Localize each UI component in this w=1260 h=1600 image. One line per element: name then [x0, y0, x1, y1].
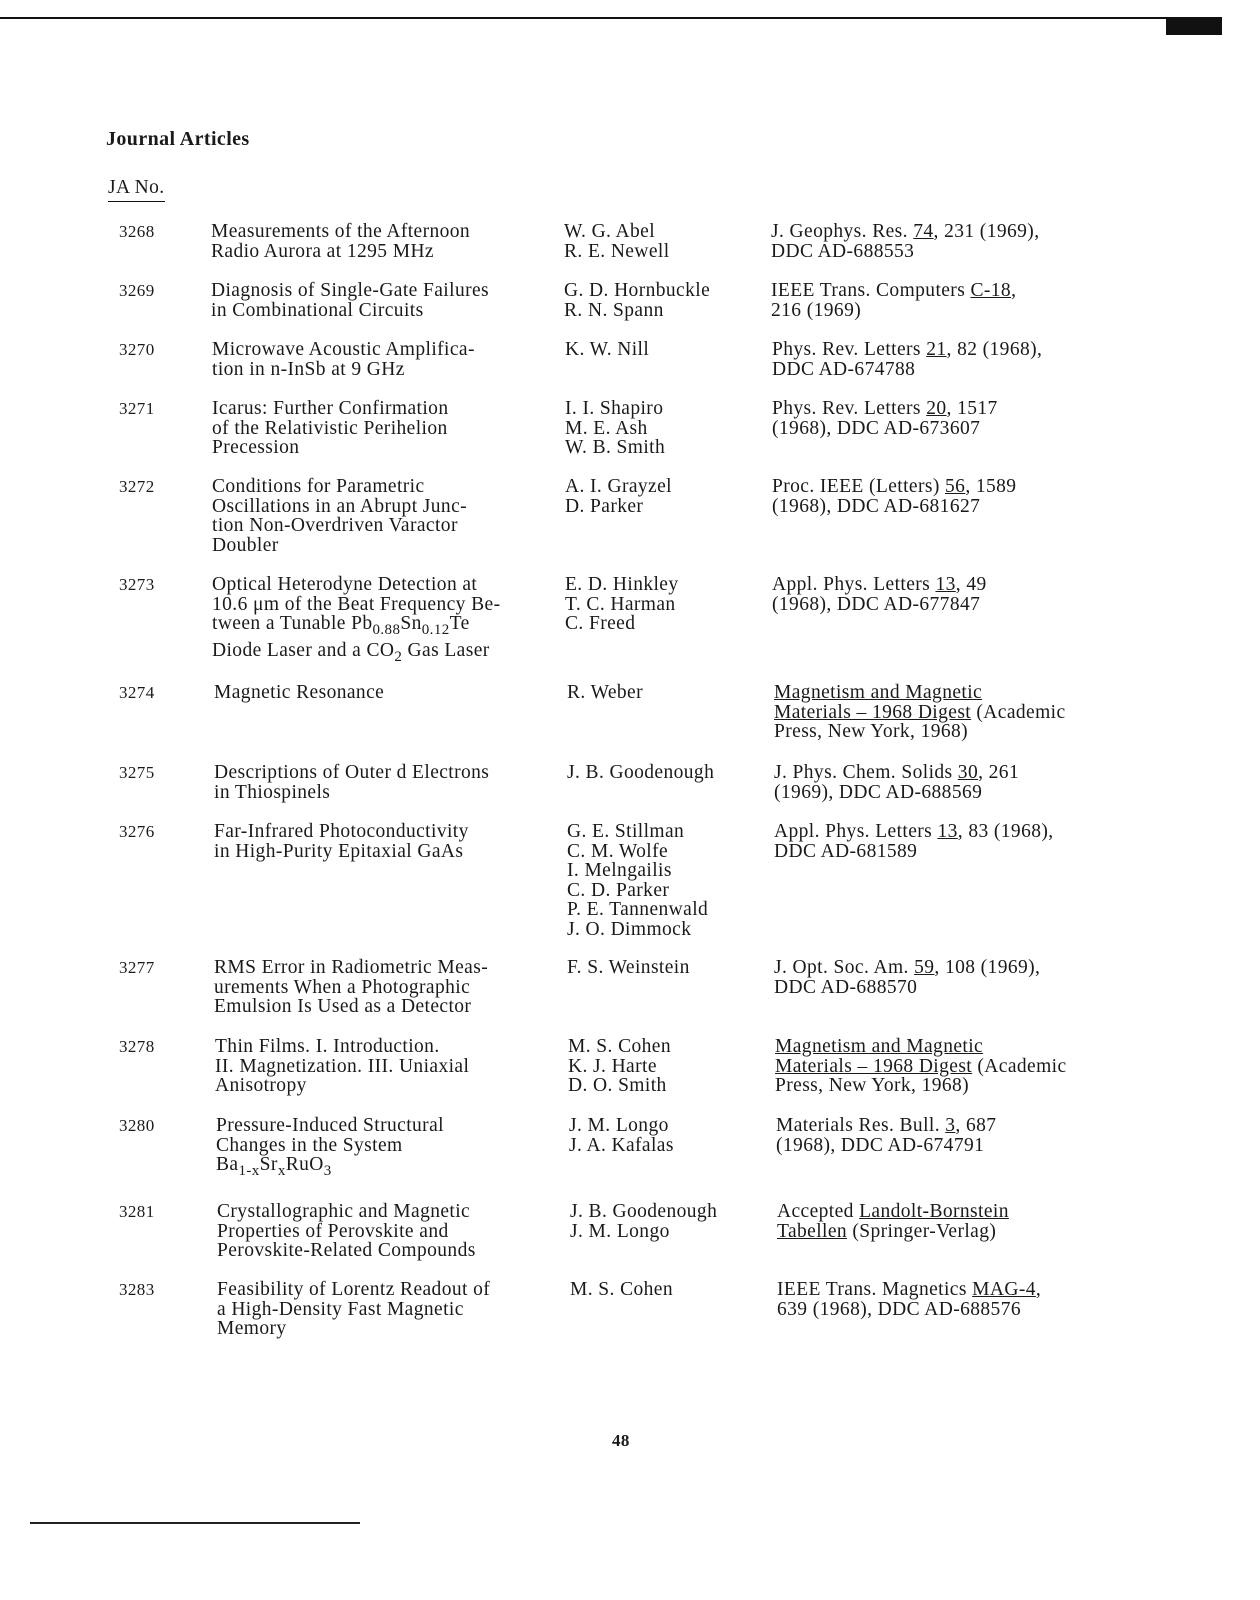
text-segment: in High-Purity Epitaxial GaAs [214, 840, 464, 862]
underlined-volume: 3 [945, 1115, 956, 1136]
text-segment: (Springer-Verlag) [847, 1220, 997, 1242]
citation-line [772, 399, 1152, 419]
text-segment: , [1035, 1279, 1042, 1300]
text-segment: Perovskite-Related Compounds [217, 1240, 476, 1262]
author-name: G. E. Stillman [567, 821, 685, 842]
text-segment: of the Relativistic Perihelion [212, 417, 448, 439]
citation-line [772, 340, 1152, 360]
citation-line [774, 842, 1154, 862]
text-segment: Emulsion Is Used as a Detector [214, 996, 472, 1018]
article-citation [775, 1037, 1155, 1096]
citation-line [772, 497, 1152, 517]
article-title [212, 340, 557, 379]
subscript: 0.12 [421, 622, 450, 639]
article-number: 3274 [119, 683, 155, 702]
text-segment: Pressure-Induced Structural [216, 1115, 444, 1136]
article-authors [565, 575, 765, 634]
text-segment: Crystallographic and Magnetic [217, 1201, 471, 1222]
article-number: 3273 [119, 575, 155, 594]
text-segment: Gas Laser [402, 639, 490, 661]
text-segment: tween a Tunable Pb [212, 613, 373, 635]
text-segment: Diagnosis of Single-Gate Failures [211, 280, 490, 301]
text-segment: Press, New York, 1968) [775, 1075, 970, 1097]
text-segment: 216 (1969) [771, 299, 862, 321]
text-segment: Appl. Phys. Letters [774, 821, 938, 842]
text-segment: (1969), DDC AD-688569 [774, 781, 983, 803]
author-name: P. E. Tannenwald [567, 899, 709, 921]
text-segment: , 108 (1969), [934, 957, 1041, 978]
article-title [214, 958, 559, 1017]
title-line [214, 783, 559, 803]
article-authors [570, 1280, 770, 1300]
author-name: M. E. Ash [565, 417, 648, 439]
title-line [212, 516, 557, 536]
text-segment: Accepted [777, 1201, 860, 1222]
author-name: A. I. Grayzel [565, 476, 672, 497]
text-segment: DDC AD-674788 [772, 358, 916, 380]
article-citation [777, 1280, 1157, 1319]
article-number: 3283 [119, 1280, 155, 1299]
text-segment: , 82 (1968), [946, 339, 1043, 360]
underlined-volume: Magnetism and Magnetic [774, 682, 983, 703]
title-line [212, 497, 557, 517]
article-title [216, 1116, 561, 1182]
text-segment: , 1517 [946, 398, 998, 419]
underlined-volume: C-18 [970, 280, 1012, 301]
text-segment: , [1011, 280, 1017, 301]
title-line [217, 1300, 562, 1320]
title-line [214, 978, 559, 998]
citation-line [772, 477, 1152, 497]
column-header-ja-no: JA No. [108, 178, 165, 202]
subscript: 1-x [238, 1163, 260, 1180]
article-title [212, 399, 557, 458]
article-citation [771, 222, 1151, 261]
title-line [214, 822, 559, 842]
citation-line [777, 1222, 1157, 1242]
section-heading: Journal Articles [106, 128, 250, 150]
underlined-volume: Tabellen [777, 1220, 848, 1242]
author-name: W. B. Smith [565, 437, 666, 459]
text-segment: Phys. Rev. Letters [772, 398, 927, 419]
underlined-volume: 21 [926, 339, 947, 360]
citation-line [771, 301, 1151, 321]
bottom-rule [30, 1522, 360, 1524]
article-authors [565, 477, 765, 516]
article-authors [567, 763, 767, 783]
author-name: K. W. Nill [565, 339, 650, 360]
underlined-volume: Materials – 1968 Digest [775, 1055, 973, 1077]
citation-line [775, 1057, 1155, 1077]
text-segment: Optical Heterodyne Detection at [212, 574, 478, 595]
underlined-volume: 56 [945, 476, 966, 497]
author-name: E. D. Hinkley [565, 574, 679, 595]
citation-line [776, 1116, 1156, 1136]
article-citation [774, 683, 1154, 742]
article-title [211, 222, 556, 261]
text-segment: (1968), DDC AD-673607 [772, 417, 981, 439]
underlined-volume: Landolt-Bornstein [859, 1201, 1009, 1222]
article-number: 3268 [119, 222, 155, 241]
text-segment: Sn [400, 613, 422, 635]
article-title [214, 822, 559, 861]
article-number: 3281 [119, 1202, 155, 1221]
underlined-volume: 59 [914, 957, 935, 978]
citation-line [771, 222, 1151, 242]
subscript: 0.88 [372, 622, 401, 639]
subscript: x [277, 1163, 286, 1180]
article-citation [774, 822, 1154, 861]
author-name: K. J. Harte [568, 1055, 657, 1077]
title-line [217, 1280, 562, 1300]
title-line [212, 477, 557, 497]
title-line [212, 399, 557, 419]
citation-line [772, 419, 1152, 439]
text-segment: , 83 (1968), [957, 821, 1054, 842]
article-number: 3280 [119, 1116, 155, 1135]
text-segment: Measurements of the Afternoon [211, 221, 471, 242]
author-name: J. B. Goodenough [567, 762, 715, 783]
text-segment: Changes in the System [216, 1134, 403, 1156]
citation-line [774, 763, 1154, 783]
title-line [217, 1241, 562, 1261]
title-line [217, 1202, 562, 1222]
text-segment: J. Phys. Chem. Solids [774, 762, 958, 783]
citation-line [772, 595, 1152, 615]
text-segment: urements When a Photographic [214, 976, 471, 998]
underlined-volume: MAG-4 [972, 1279, 1036, 1300]
author-name: D. O. Smith [568, 1075, 667, 1097]
article-citation [771, 281, 1151, 320]
author-name: W. G. Abel [564, 221, 656, 242]
citation-line [774, 958, 1154, 978]
title-line [212, 575, 557, 595]
article-authors [564, 281, 764, 320]
article-title [211, 281, 556, 320]
text-segment: Conditions for Parametric [212, 476, 425, 497]
article-citation [772, 340, 1152, 379]
text-segment: Phys. Rev. Letters [772, 339, 927, 360]
title-line [214, 683, 559, 703]
text-segment: , 261 [978, 762, 1020, 783]
title-line [212, 641, 557, 668]
text-segment: Precession [212, 437, 300, 459]
text-segment: tion in n-InSb at 9 GHz [212, 358, 405, 380]
author-name: C. Freed [565, 613, 636, 635]
text-segment: Thin Films. I. Introduction. [215, 1036, 440, 1057]
title-line [216, 1136, 561, 1156]
text-segment: Ba [216, 1154, 239, 1176]
article-number: 3271 [119, 399, 155, 418]
text-segment: 639 (1968), DDC AD-688576 [777, 1298, 1021, 1320]
title-line [212, 419, 557, 439]
text-segment: Doubler [212, 534, 279, 556]
author-name: F. S. Weinstein [567, 957, 690, 978]
citation-line [771, 281, 1151, 301]
article-authors [565, 340, 765, 360]
author-name: J. O. Dimmock [567, 918, 692, 940]
text-segment: IEEE Trans. Magnetics [777, 1279, 973, 1300]
text-segment: Oscillations in an Abrupt Junc- [212, 495, 468, 517]
article-title [214, 763, 559, 802]
text-segment: in Thiospinels [214, 781, 331, 803]
author-name: C. D. Parker [567, 879, 670, 901]
article-number: 3276 [119, 822, 155, 841]
text-segment: , 231 (1969), [933, 221, 1040, 242]
text-segment: a High-Density Fast Magnetic [217, 1298, 464, 1320]
article-title [212, 575, 557, 667]
title-line [212, 614, 557, 641]
text-segment: Radio Aurora at 1295 MHz [211, 240, 434, 262]
author-name: R. N. Spann [564, 299, 664, 321]
title-line [211, 281, 556, 301]
text-segment: IEEE Trans. Computers [771, 280, 971, 301]
author-name: I. Melngailis [567, 860, 672, 882]
author-name: C. M. Wolfe [567, 840, 669, 862]
title-line [211, 242, 556, 262]
top-rule [0, 17, 1222, 19]
article-number: 3275 [119, 763, 155, 782]
article-title [212, 477, 557, 555]
underlined-volume: Materials – 1968 Digest [774, 701, 972, 723]
author-name: T. C. Harman [565, 593, 676, 615]
text-segment: J. Geophys. Res. [771, 221, 914, 242]
text-segment: Materials Res. Bull. [776, 1115, 946, 1136]
author-name: J. M. Longo [570, 1220, 670, 1242]
text-segment: , 1589 [965, 476, 1017, 497]
title-line [214, 997, 559, 1017]
underlined-volume: Magnetism and Magnetic [775, 1036, 984, 1057]
underlined-volume: 13 [937, 821, 958, 842]
text-segment: Icarus: Further Confirmation [212, 398, 449, 419]
article-authors [567, 822, 767, 940]
citation-line [775, 1076, 1155, 1096]
article-citation [776, 1116, 1156, 1155]
text-segment: , 687 [955, 1115, 997, 1136]
text-segment: Diode Laser and a CO [212, 639, 395, 661]
text-segment: Descriptions of Outer d Electrons [214, 762, 490, 783]
text-segment: 10.6 μm of the Beat Frequency Be- [212, 593, 501, 615]
title-line [216, 1116, 561, 1136]
article-citation [777, 1202, 1157, 1241]
text-segment: (1968), DDC AD-674791 [776, 1134, 985, 1156]
article-citation [774, 763, 1154, 802]
title-line [217, 1222, 562, 1242]
text-segment: , 49 [955, 574, 987, 595]
text-segment: tion Non-Overdriven Varactor [212, 515, 458, 537]
title-line [212, 536, 557, 556]
underlined-volume: 74 [913, 221, 934, 242]
text-segment: Proc. IEEE (Letters) [772, 476, 945, 497]
author-name: R. E. Newell [564, 240, 670, 262]
article-authors [570, 1202, 770, 1241]
text-segment: DDC AD-688570 [774, 976, 918, 998]
text-segment: (1968), DDC AD-681627 [772, 495, 981, 517]
article-title [217, 1280, 562, 1339]
title-line [214, 958, 559, 978]
author-name: R. Weber [567, 682, 644, 703]
title-line [215, 1076, 560, 1096]
citation-line [777, 1300, 1157, 1320]
title-line [217, 1319, 562, 1339]
citation-line [772, 575, 1152, 595]
scan-mark [1166, 18, 1222, 35]
title-line [215, 1037, 560, 1057]
text-segment: II. Magnetization. III. Uniaxial [215, 1055, 470, 1077]
citation-line [774, 703, 1154, 723]
article-title [215, 1037, 560, 1096]
citation-line [777, 1280, 1157, 1300]
citation-line [775, 1037, 1155, 1057]
article-citation [772, 575, 1152, 614]
text-segment: DDC AD-688553 [771, 240, 915, 262]
text-segment: Magnetic Resonance [214, 682, 385, 703]
text-segment: in Combinational Circuits [211, 299, 424, 321]
title-line [211, 222, 556, 242]
text-segment: Sr [259, 1154, 278, 1176]
author-name: J. B. Goodenough [570, 1201, 718, 1222]
underlined-volume: 13 [935, 574, 956, 595]
article-title [217, 1202, 562, 1261]
citation-line [772, 360, 1152, 380]
title-line [214, 842, 559, 862]
subscript: 3 [323, 1163, 332, 1180]
article-citation [774, 958, 1154, 997]
text-segment: (Academic [971, 701, 1066, 723]
article-authors [567, 958, 767, 978]
author-name: D. Parker [565, 495, 644, 517]
underlined-volume: 30 [957, 762, 979, 783]
article-title [214, 683, 559, 703]
title-line [211, 301, 556, 321]
article-authors [567, 683, 767, 703]
title-line [216, 1155, 561, 1182]
text-segment: Far-Infrared Photoconductivity [214, 821, 469, 842]
article-citation [772, 399, 1152, 438]
author-name: I. I. Shapiro [565, 398, 664, 419]
article-authors [568, 1037, 768, 1096]
title-line [212, 595, 557, 615]
citation-line [774, 683, 1154, 703]
text-segment: (Academic [972, 1055, 1067, 1077]
text-segment: Appl. Phys. Letters [772, 574, 936, 595]
author-name: J. M. Longo [569, 1115, 669, 1136]
underlined-volume: 20 [926, 398, 947, 419]
title-line [215, 1057, 560, 1077]
text-segment: Memory [217, 1318, 287, 1340]
text-segment: Properties of Perovskite and [217, 1220, 449, 1242]
author-name: M. S. Cohen [568, 1036, 671, 1057]
article-authors [565, 399, 765, 458]
text-segment: Feasibility of Lorentz Readout of [217, 1279, 491, 1300]
citation-line [771, 242, 1151, 262]
text-segment: DDC AD-681589 [774, 840, 918, 862]
text-segment: Press, New York, 1968) [774, 721, 969, 743]
article-authors [569, 1116, 769, 1155]
text-segment: RMS Error in Radiometric Meas- [214, 957, 489, 978]
author-name: M. S. Cohen [570, 1279, 673, 1300]
page-number: 48 [612, 1431, 630, 1450]
citation-line [774, 722, 1154, 742]
author-name: J. A. Kafalas [569, 1134, 674, 1156]
title-line [212, 340, 557, 360]
article-citation [772, 477, 1152, 516]
text-segment: Microwave Acoustic Amplifica- [212, 339, 475, 360]
citation-line [776, 1136, 1156, 1156]
text-segment: (1968), DDC AD-677847 [772, 593, 981, 615]
citation-line [777, 1202, 1157, 1222]
title-line [212, 438, 557, 458]
article-number: 3277 [119, 958, 155, 977]
article-number: 3272 [119, 477, 155, 496]
author-name: G. D. Hornbuckle [564, 280, 711, 301]
subscript: 2 [394, 648, 403, 665]
article-authors [564, 222, 764, 261]
title-line [212, 360, 557, 380]
article-number: 3278 [119, 1037, 155, 1056]
citation-line [774, 978, 1154, 998]
article-number: 3270 [119, 340, 155, 359]
title-line [214, 763, 559, 783]
text-segment: Anisotropy [215, 1075, 307, 1097]
citation-line [774, 822, 1154, 842]
citation-line [774, 783, 1154, 803]
text-segment: J. Opt. Soc. Am. [774, 957, 915, 978]
text-segment: RuO [285, 1154, 324, 1176]
article-number: 3269 [119, 281, 155, 300]
text-segment: Te [449, 613, 470, 635]
